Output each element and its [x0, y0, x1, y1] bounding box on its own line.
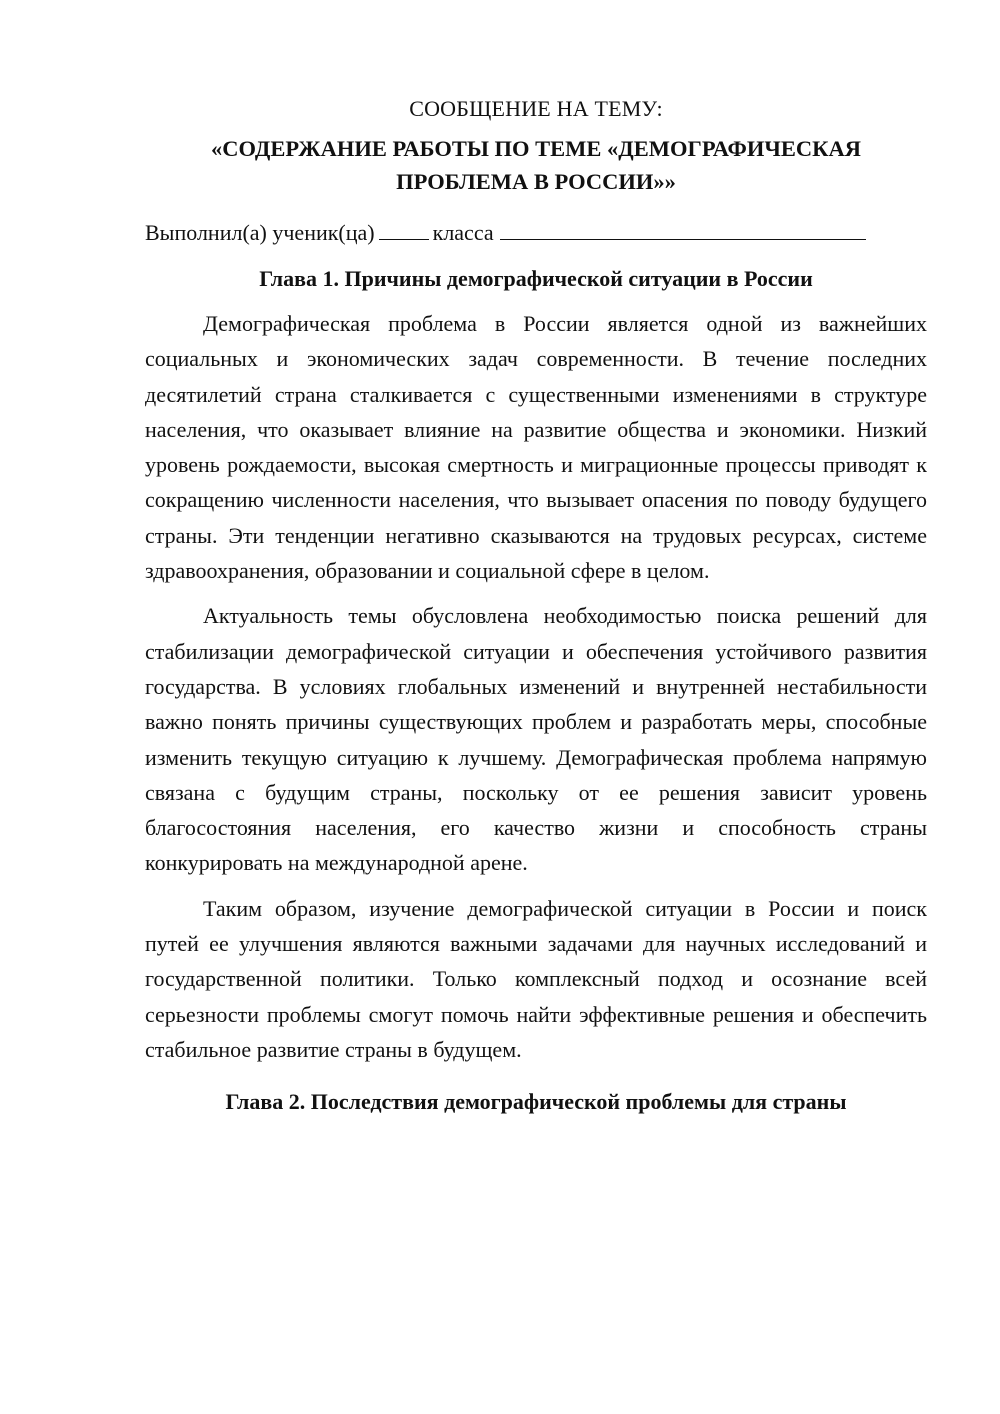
author-label: Выполнил(а) ученик(ца) [145, 220, 375, 245]
document-title: «СОДЕРЖАНИЕ РАБОТЫ ПО ТЕМЕ «ДЕМОГРАФИЧЕСКАЯ ПРОБЛЕМА В РОССИИ»» [211, 136, 861, 194]
grade-blank [379, 217, 429, 240]
paragraph: Таким образом, изучение демографической ситуации в России и поиск путей ее улучшения являются важными задачами для научных исследований и государственной политики. Только комплексный подход и осознание всей серьезности проблемы смогут помочь найти эффективные решения и обеспечить стабильное развитие страны в будущем. [145, 895, 927, 1062]
name-blank [500, 217, 866, 240]
paragraph: Демографическая проблема в России является одной из важнейших социальных и экономических задач современности. В течение последних десятилетий страна сталкивается с существенными изменениями в структуре населения, что оказывает влияние на развитие общества и экономики. Низкий уровень рождаемости, высокая смертность и миграционные процессы приводят к сокращению численности населения, что вызывает опасения по поводу будущего страны. Эти тенденции негативно сказываются на трудовых ресурсах, системе здравоохранения, образовании и социальной сфере в целом. [145, 311, 927, 584]
chapter-1-heading: Глава 1. Причины демографической ситуации в России [259, 266, 813, 291]
paragraph: Актуальность темы обусловлена необходимостью поиска решений для стабилизации демографической ситуации и обеспечения устойчивого развития государства. В условиях глобальных изменений и внутренней нестабильности важно понять причины существующих проблем и разработать меры, способные изменить текущую ситуацию к лучшему. Демографическая проблема напрямую связана с будущим страны, поскольку от ее решения зависит уровень благосостояния населения, его качество жизни и способность страны конкурировать на международной арене. [145, 603, 927, 876]
chapter-2-heading: Глава 2. Последствия демографической проблемы для страны [225, 1089, 847, 1115]
document-subtitle: СООБЩЕНИЕ НА ТЕМУ: [409, 96, 663, 121]
class-label: класса [432, 220, 494, 245]
document-page [145, 92, 927, 1129]
author-line [145, 216, 927, 250]
